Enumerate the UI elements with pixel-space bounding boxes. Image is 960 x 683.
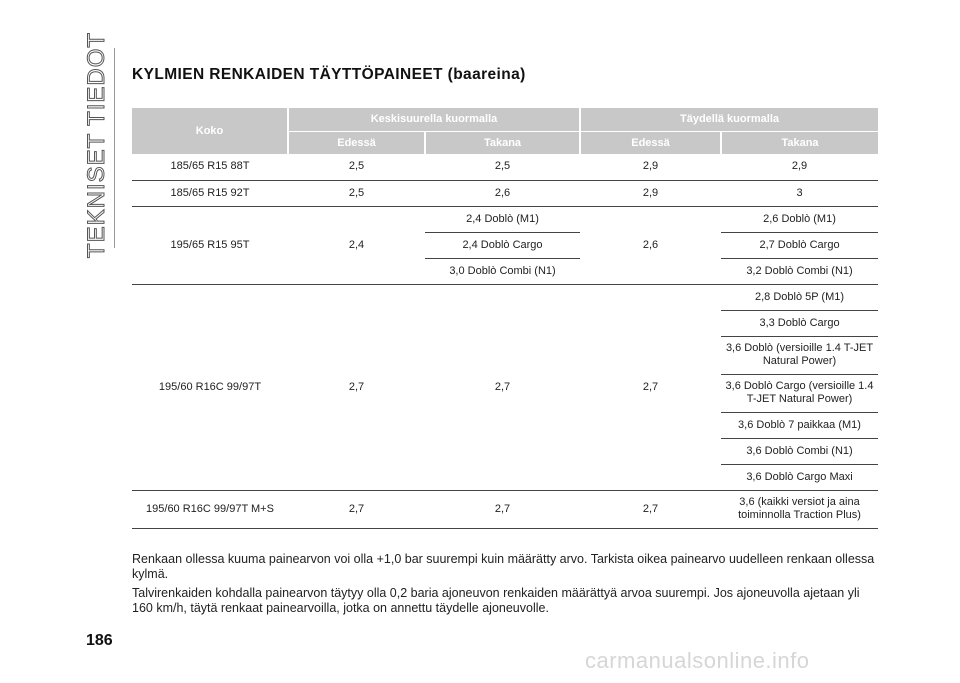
cell-value: 2,7 — [580, 284, 721, 490]
cell-value: 2,4 Doblò (M1) — [425, 206, 580, 232]
cell-value: 3,3 Doblò Cargo — [721, 310, 878, 336]
cell-value: 3,6 Doblò 7 paikkaa (M1) — [721, 412, 878, 438]
tyre-pressure-table — [132, 108, 878, 529]
page-number: 186 — [86, 632, 113, 649]
header-full-front: Edessä — [580, 131, 721, 154]
cell-value: 2,5 — [288, 154, 425, 180]
cell-value: 2,9 — [580, 154, 721, 180]
cell-value: 3 — [721, 180, 878, 206]
header-full-rear: Takana — [721, 131, 878, 154]
section-title: KYLMIEN RENKAIDEN TÄYTTÖPAINEET (baareina) — [132, 66, 526, 83]
cell-value: 2,9 — [721, 154, 878, 180]
cell-value: 3,6 Doblò (versioille 1.4 T-JET Natural Power) — [721, 336, 878, 374]
table-row — [132, 284, 878, 310]
cell-size: 185/65 R15 88T — [132, 154, 288, 180]
cell-value: 2,7 Doblò Cargo — [721, 232, 878, 258]
notes — [132, 552, 882, 620]
table-row — [132, 180, 878, 206]
cell-size: 195/65 R15 95T — [132, 206, 288, 284]
cell-value: 2,4 Doblò Cargo — [425, 232, 580, 258]
header-size: Koko — [132, 108, 288, 154]
table-row — [132, 206, 878, 232]
note-winter-tyres: Talvirenkaiden kohdalla painearvon täytyy olla 0,2 baria ajoneuvon renkaiden määrättyä arvoa suurempi. Jos ajoneuvolla ajetaan yli 160 km/h, täytä renkaat painearvoilla, jotka on annettu täydelle ajoneuvolle. — [132, 586, 860, 615]
cell-value: 2,8 Doblò 5P (M1) — [721, 284, 878, 310]
cell-value: 2,7 — [425, 284, 580, 490]
chapter-divider — [114, 48, 115, 248]
cell-value: 3,6 Doblò Combi (N1) — [721, 438, 878, 464]
cell-value: 2,7 — [580, 490, 721, 528]
cell-value: 3,6 Doblò Cargo Maxi — [721, 464, 878, 490]
cell-value: 2,5 — [425, 154, 580, 180]
header-normal-front: Edessä — [288, 131, 425, 154]
cell-value: 2,9 — [580, 180, 721, 206]
cell-value: 3,2 Doblò Combi (N1) — [721, 258, 878, 284]
table-row — [132, 154, 878, 180]
cell-value: 2,4 — [288, 206, 425, 284]
cell-value: 2,6 Doblò (M1) — [721, 206, 878, 232]
header-normal-rear: Takana — [425, 131, 580, 154]
cell-value: 2,6 — [425, 180, 580, 206]
cell-value: 2,7 — [288, 284, 425, 490]
header-normal-load: Keskisuurella kuormalla — [288, 108, 580, 131]
table-row — [132, 490, 878, 528]
cell-value: 3,6 (kaikki versiot ja aina toiminnolla Traction Plus) — [721, 490, 878, 528]
watermark: carmanualsonline.info — [585, 648, 810, 673]
note-hot-tyre: Renkaan ollessa kuuma painearvon voi olla +1,0 bar suurempi kuin määrätty arvo. Tarkista oikea painearvo uudelleen renkaan ollessa kylmä. — [132, 552, 875, 581]
chapter-title: TEKNISET TIEDOT — [83, 31, 110, 259]
header-full-load: Täydellä kuormalla — [580, 108, 878, 131]
cell-size: 195/60 R16C 99/97T — [132, 284, 288, 490]
cell-value: 2,6 — [580, 206, 721, 284]
cell-value: 2,7 — [425, 490, 580, 528]
cell-value: 3,0 Doblò Combi (N1) — [425, 258, 580, 284]
cell-size: 185/65 R15 92T — [132, 180, 288, 206]
cell-value: 3,6 Doblò Cargo (versioille 1.4 T-JET Natural Power) — [721, 374, 878, 412]
tyre-pressure-table-wrap — [132, 108, 878, 529]
cell-value: 2,5 — [288, 180, 425, 206]
cell-size: 195/60 R16C 99/97T M+S — [132, 490, 288, 528]
cell-value: 2,7 — [288, 490, 425, 528]
